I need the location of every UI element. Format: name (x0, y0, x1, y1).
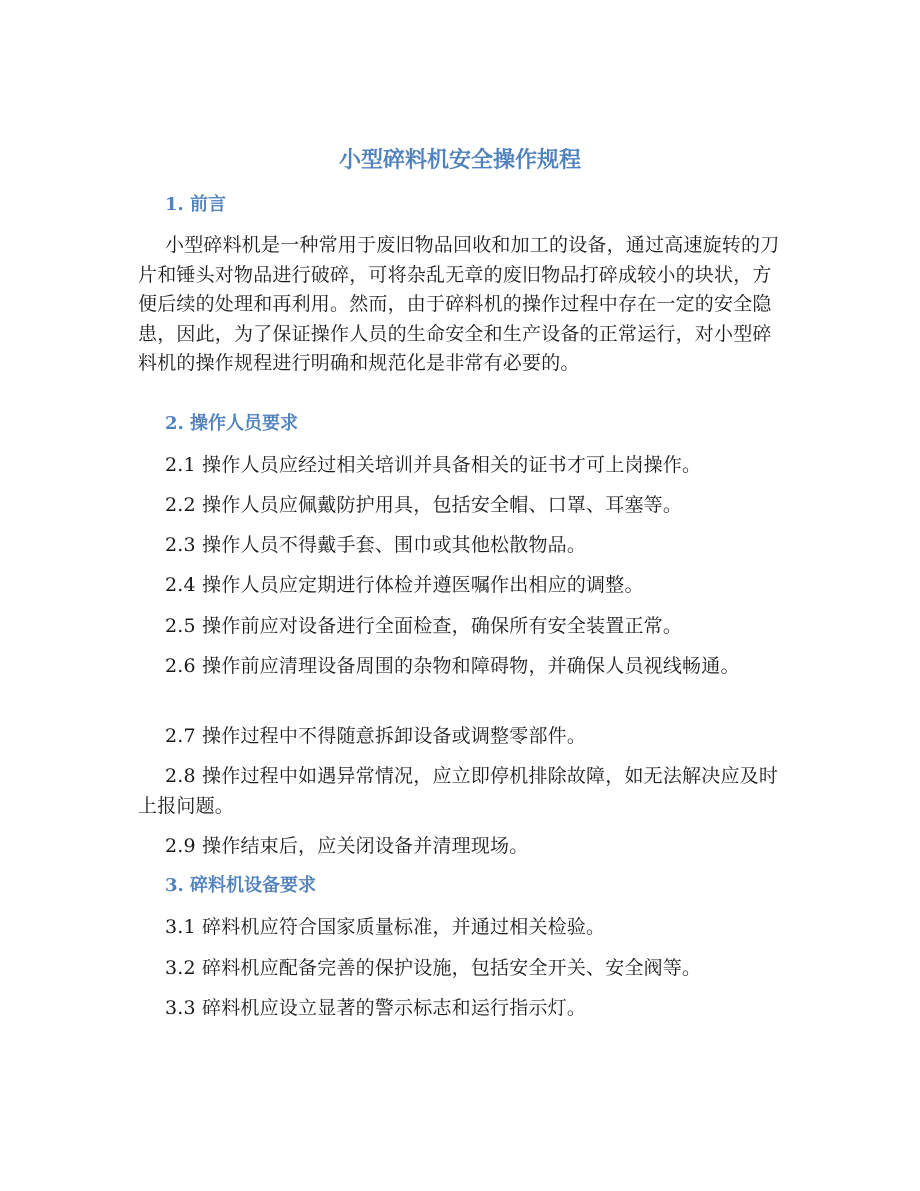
list-item-text: 2.5 操作前应对设备进行全面检查，确保所有安全装置正常。 (165, 615, 683, 637)
list-item-text: 2.8 操作过程中如遇异常情况，应立即停机排除故障，如无法解决应及时上报问题。 (138, 765, 779, 817)
list-item (138, 762, 788, 821)
list-item-text: 3.1 碎料机应符合国家质量标准，并通过相关检验。 (165, 916, 606, 938)
list-item-text: 2.7 操作过程中不得随意拆卸设备或调整零部件。 (165, 725, 587, 747)
list-item-text: 2.4 操作人员应定期进行体检并遵医嘱作出相应的调整。 (165, 574, 644, 596)
list-item-text: 2.6 操作前应清理设备周围的杂物和障碍物，并确保人员视线畅通。 (165, 655, 740, 677)
list-item-text: 2.9 操作结束后，应关闭设备并清理现场。 (165, 835, 529, 857)
list-item (138, 571, 788, 601)
section-heading-operator-requirements: 2. 操作人员要求 (165, 413, 299, 434)
list-item (138, 832, 788, 862)
list-item-text: 2.3 操作人员不得戴手套、围巾或其他松散物品。 (165, 534, 587, 556)
list-item (138, 722, 788, 752)
list-item (138, 994, 788, 1024)
section-heading-preface: 1. 前言 (165, 194, 227, 215)
list-item-text: 2.2 操作人员应佩戴防护用具，包括安全帽、口罩、耳塞等。 (165, 494, 683, 516)
document-title: 小型碎料机安全操作规程 (338, 147, 581, 173)
list-item-text: 3.2 碎料机应配备完善的保护设施，包括安全开关、安全阀等。 (165, 957, 702, 979)
list-item (138, 531, 788, 561)
preface-paragraph (138, 231, 788, 379)
list-item (138, 913, 788, 943)
list-item-text: 3.3 碎料机应设立显著的警示标志和运行指示灯。 (165, 997, 587, 1019)
preface-paragraph-text: 小型碎料机是一种常用于废旧物品回收和加工的设备，通过高速旋转的刀片和锤头对物品进行破碎，可将杂乱无章的废旧物品打碎成较小的块状，方便后续的处理和再利用。然而，由于碎料机的操作过程中存在一定的安全隐患，因此，为了保证操作人员的生命安全和生产设备的正常运行，对小型碎料机的操作规程进行明确和规范化是非常有必要的。 (138, 234, 780, 374)
list-item (138, 491, 788, 521)
list-item (138, 451, 788, 481)
list-item (138, 954, 788, 984)
list-item-text: 2.1 操作人员应经过相关培训并具备相关的证书才可上岗操作。 (165, 454, 702, 476)
section-heading-equipment-requirements: 3. 碎料机设备要求 (165, 875, 317, 896)
list-item (138, 652, 788, 682)
list-item (138, 612, 788, 642)
